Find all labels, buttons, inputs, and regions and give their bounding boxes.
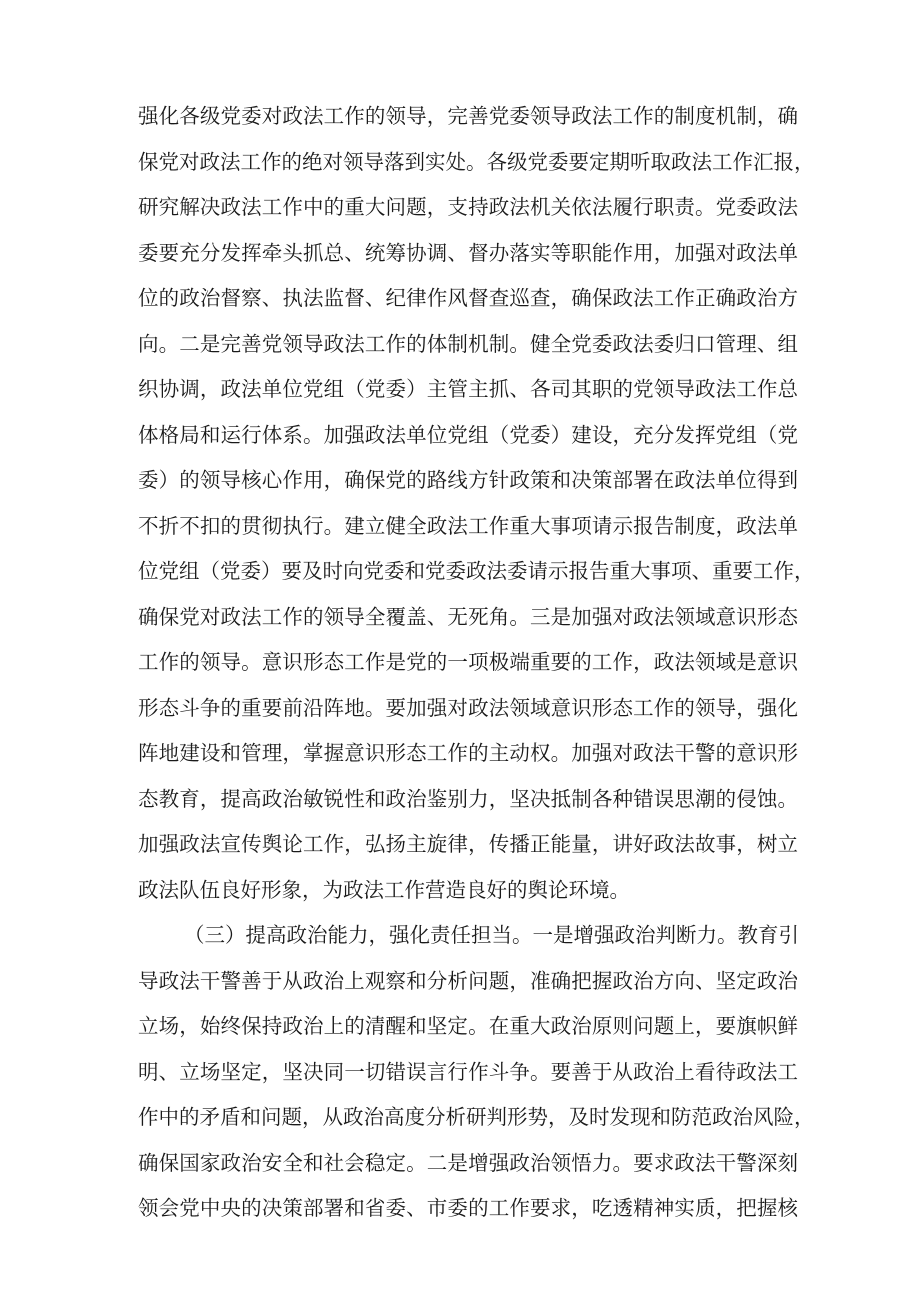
- text-line: 保党对政法工作的绝对领导落到实处。各级党委要定期听取政法工作汇报，: [138, 149, 815, 174]
- text-line: 不折不扣的贯彻执行。建立健全政法工作重大事项请示报告制度，政法单: [138, 513, 798, 538]
- text-line: 政法队伍良好形象，为政法工作营造良好的舆论环境。: [138, 877, 630, 902]
- text-line: 明、立场坚定，坚决同一切错误言行作斗争。要善于从政治上看待政法工: [138, 1059, 798, 1084]
- text-line: 位党组（党委）要及时向党委和党委政法委请示报告重大事项、重要工作，: [138, 559, 815, 583]
- text-line: 领会党中央的决策部署和省委、市委的工作要求，吃透精神实质，把握核: [138, 1196, 798, 1220]
- text-line: 工作的领导。意识形态工作是党的一项极端重要的工作，政法领域是意识: [138, 650, 798, 674]
- text-line: 体格局和运行体系。加强政法单位党组（党委）建设，充分发挥党组（党: [138, 422, 798, 447]
- text-line: 确保党对政法工作的领导全覆盖、无死角。三是加强对政法领域意识形态: [138, 604, 798, 629]
- text-line: 态教育，提高政治敏锐性和政治鉴别力，坚决抵制各种错误思潮的侵蚀。: [138, 786, 798, 811]
- text-line: 阵地建设和管理，掌握意识形态工作的主动权。加强对政法干警的意识形: [138, 741, 798, 765]
- text-line: 研究解决政法工作中的重大问题，支持政法机关依法履行职责。党委政法: [138, 195, 798, 219]
- body-text: [138, 94, 815, 1232]
- section-heading-line: （三）提高政治能力，强化责任担当。一是增强政治判断力。教育引: [184, 923, 799, 947]
- paragraph-1: [138, 94, 815, 913]
- text-line: 导政法干警善于从政治上观察和分析问题，准确把握政治方向、坚定政治: [138, 968, 798, 993]
- text-line: 委要充分发挥牵头抓总、统筹协调、督办落实等职能作用，加强对政法单: [138, 240, 798, 265]
- text-line: 织协调，政法单位党组（党委）主管主抓、各司其职的党领导政法工作总: [138, 377, 798, 401]
- text-line: 加强政法宣传舆论工作，弘扬主旋律，传播正能量，讲好政法故事，树立: [138, 832, 798, 856]
- text-line: 委）的领导核心作用，确保党的路线方针政策和决策部署在政法单位得到: [138, 468, 798, 492]
- text-line: 作中的矛盾和问题，从政治高度分析研判形势，及时发现和防范政治风险，: [138, 1105, 815, 1129]
- paragraph-2: [138, 913, 815, 1232]
- text-line: 立场，始终保持政治上的清醒和坚定。在重大政治原则问题上，要旗帜鲜: [138, 1014, 798, 1038]
- text-line: 形态斗争的重要前沿阵地。要加强对政法领域意识形态工作的领导，强化: [138, 695, 798, 720]
- text-line: 向。二是完善党领导政法工作的体制机制。健全党委政法委归口管理、组: [138, 331, 798, 356]
- text-line: 强化各级党委对政法工作的领导，完善党委领导政法工作的制度机制，确: [138, 104, 798, 128]
- text-line: 确保国家政治安全和社会稳定。二是增强政治领悟力。要求政法干警深刻: [138, 1150, 798, 1175]
- text-line: 位的政治督察、执法监督、纪律作风督查巡查，确保政法工作正确政治方: [138, 286, 798, 310]
